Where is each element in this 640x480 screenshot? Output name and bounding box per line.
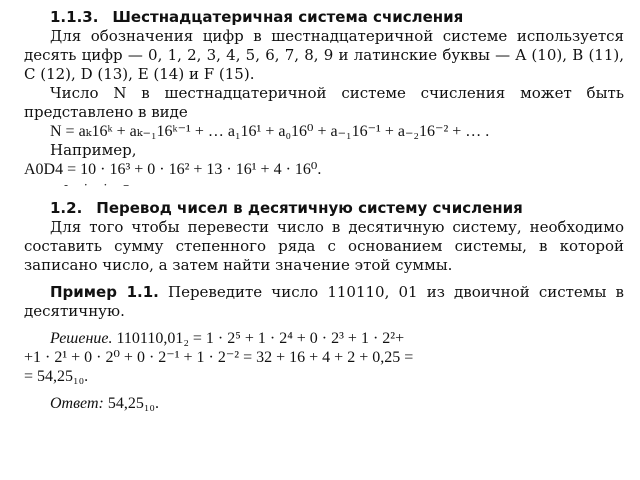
solution-line-2: +1 · 2¹ + 0 · 2⁰ + 0 · 2⁻¹ + 1 · 2⁻² = 32 + 16 + 4 + 2 + 0,25 = — [24, 349, 414, 366]
section-number: 1.2. — [50, 199, 83, 217]
hex-representation-paragraph: Число N в шестнадцатеричной системе счисления может быть представлено в виде — [24, 84, 624, 121]
solution-line-1 — [24, 329, 624, 348]
solution-formula-1: 110110,01₂ = 1 · 2⁵ + 1 · 2⁴ + 0 · 2³ + 1 · 2²+ — [116, 330, 405, 347]
section-title: Шестнадцатеричная система счисления — [112, 8, 464, 26]
example-task — [24, 283, 624, 321]
section-heading-hex — [50, 8, 624, 27]
solution-line-3: = 54,25₁₀. — [24, 368, 89, 385]
section-number: 1.1.3. — [50, 8, 99, 26]
hex-series-formula: N = aₖ16ᵏ + aₖ₋₁16ᵏ⁻¹ + … a₁16¹ + a₀16⁰ + a₋₁16⁻¹ + a₋₂16⁻² + … . — [50, 123, 490, 140]
separator-marks: - · · – — [64, 178, 136, 192]
solution-label: Решение. — [50, 330, 113, 347]
section-heading-decimal — [50, 199, 624, 218]
answer-line — [24, 394, 624, 413]
document-page — [24, 8, 624, 413]
example-intro: Например, — [50, 141, 137, 159]
example-label: Пример 1.1. — [50, 283, 159, 301]
section-title: Перевод чисел в десятичную систему счисления — [96, 199, 523, 217]
conversion-paragraph: Для того чтобы перевести число в десятичную систему, необходимо составить сумму степенного ряда с основанием системы, в которой записано число, а затем найти значение этой суммы. — [24, 218, 624, 274]
answer-value: 54,25₁₀. — [107, 395, 159, 412]
answer-label: Ответ: — [50, 395, 104, 412]
example-text: Переведите число 110110, 01 из двоичной системы в десятичную. — [24, 283, 625, 320]
hex-digits-paragraph: Для обозначения цифр в шестнадцатеричной системе используется десять цифр — 0, 1, 2, 3, 4, 5, 6, 7, 8, 9 и латинские буквы — A (10), B (11), C (12), D (13), E (14) и F (15). — [24, 27, 624, 83]
hex-example-formula: A0D4 = 10 · 16³ + 0 · 16² + 13 · 16¹ + 4 · 16⁰. — [24, 161, 322, 178]
